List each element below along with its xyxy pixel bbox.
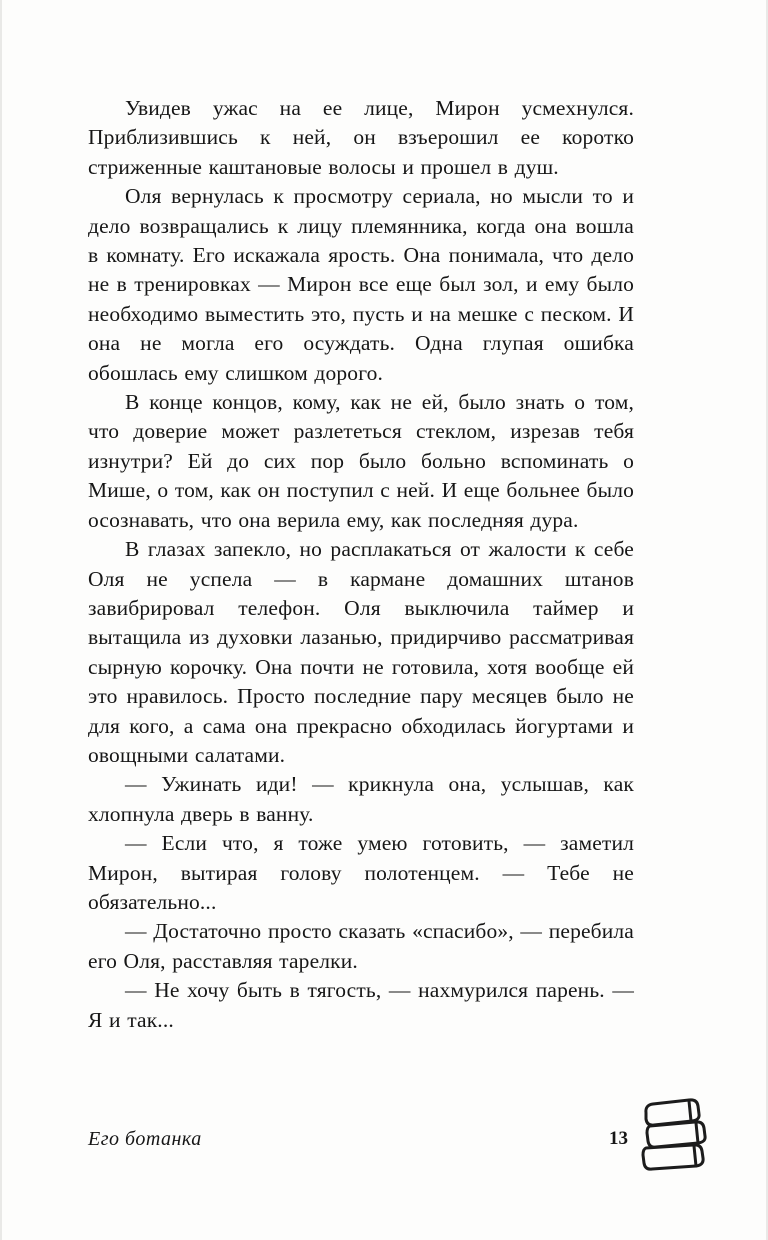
- dialogue-paragraph: — Достаточно просто сказать «спасибо», — перебила его Оля, расставляя тарелки.: [88, 919, 634, 973]
- body-text: [88, 94, 634, 1035]
- paragraph: В конце концов, кому, как не ей, было знать о том, что доверие может разлететься стеклом, изрезав тебя изнутри? Ей до сих пор было больно вспоминать о Мише, о том, как он поступил с ней. И еще больнее было осознавать, что она верила ему, как последняя дура.: [88, 390, 634, 532]
- page-number: 13: [609, 1128, 628, 1149]
- page-edge-left: [0, 0, 2, 1240]
- paragraph: Увидев ужас на ее лице, Мирон усмехнулся. Приблизившись к ней, он взъерошил ее коротко стриженные каштановые волосы и прошел в душ.: [88, 96, 634, 179]
- dialogue-paragraph: — Ужинать иди! — крикнула она, услышав, как хлопнула дверь в ванну.: [88, 772, 634, 826]
- paragraph: Оля вернулась к просмотру сериала, но мысли то и дело возвращались к лицу племянника, когда она вошла в комнату. Его искажала ярость. Она понимала, что дело не в тренировках — Мирон все еще был зол, и ему было необходимо выместить это, пусть и на мешке с песком. И она не могла его осуждать. Одна глупая ошибка обошлась ему слишком дорого.: [88, 184, 634, 385]
- book-stack-icon: [632, 1092, 712, 1176]
- running-footer-book-title: Его ботанка: [88, 1128, 202, 1150]
- paragraph: В глазах запекло, но расплакаться от жалости к себе Оля не успела — в кармане домашних штанов завибрировал телефон. Оля выключила таймер и вытащила из духовки лазанью, придирчиво рассматривая сырную корочку. Она почти не готовила, хотя вообще ей это нравилось. Просто последние пару месяцев было не для кого, а сама она прекрасно обходилась йогуртами и овощными салатами.: [88, 537, 634, 767]
- dialogue-paragraph: — Если что, я тоже умею готовить, — заметил Мирон, вытирая голову полотенцем. — Тебе не обязательно...: [88, 831, 634, 914]
- dialogue-paragraph: — Не хочу быть в тягость, — нахмурился парень. — Я и так...: [88, 978, 634, 1032]
